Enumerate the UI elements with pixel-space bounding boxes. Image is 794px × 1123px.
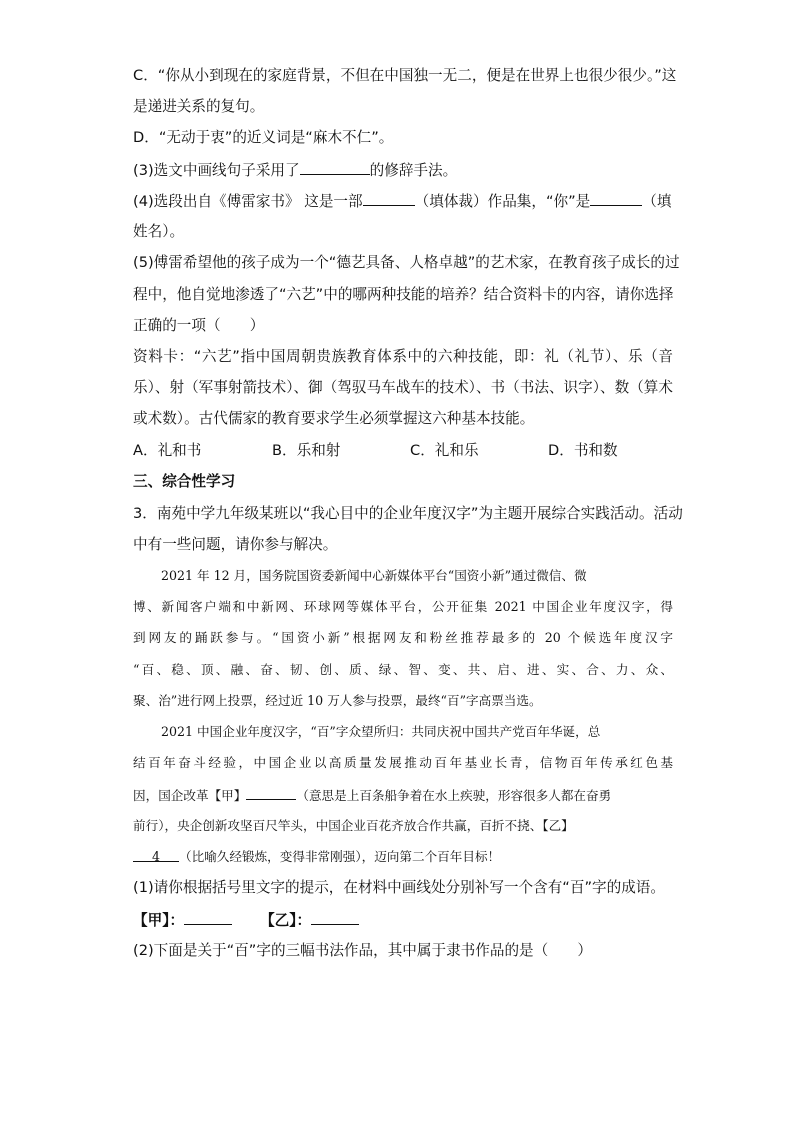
answer-blank-genre[interactable] bbox=[363, 191, 415, 206]
option-c-line-2: 是递进关系的复句。 bbox=[133, 98, 265, 115]
answer-jia-label: 【甲】： bbox=[133, 912, 185, 929]
option-c-line-1: C．“你从小到现在的家庭背景，不但在中国独一无二，便是在世界上也很少很少。”这 bbox=[133, 67, 677, 84]
material-line-2: 博、新闻客户端和中新网、环球网等媒体平台，公开征集 2021 中国企业年度汉字，得 bbox=[133, 599, 673, 614]
subquestion-4-line-1 bbox=[133, 191, 673, 212]
material-line-6: 2021 中国企业年度汉字，“百”字众望所归：共同庆祝中国共产党百年华诞，总 bbox=[161, 724, 601, 739]
subquestion-5-line-3: 正确的一项（ ） bbox=[133, 317, 265, 334]
data-card-line-2: 乐）、射（军事射箭技术）、御（驾驭马车战车的技术）、书（书法、识字）、数（算术 bbox=[133, 379, 673, 396]
material-line-10-text: （比喻久经锻炼，变得非常刚强），迈向第二个百年目标！ bbox=[179, 849, 501, 864]
choice-a[interactable]: A．礼和书 bbox=[133, 442, 202, 459]
choice-c[interactable]: C．礼和乐 bbox=[410, 442, 479, 459]
answer-blank[interactable] bbox=[300, 160, 370, 175]
subquestion-5-line-2: 程中，他自觉地渗透了“六艺”中的哪两种技能的培养？结合资料卡的内容，请你选择 bbox=[133, 286, 674, 303]
material-line-1: 2021 年 12 月，国务院国资委新闻中心新媒体平台“国资小新”通过微信、微 bbox=[161, 568, 587, 583]
material-line-5: 聚、治”进行网上投票，经过近 10 万人参与投票，最终“百”字高票当选。 bbox=[133, 693, 542, 708]
subquestion-4-text-b: （填体裁）作品集，“你”是 bbox=[414, 193, 591, 210]
subquestion-3-text-a: (3)选文中画线句子采用了 bbox=[133, 162, 300, 179]
option-d: D．“无动于衷”的近义词是“麻木不仁”。 bbox=[133, 129, 394, 146]
answer-row bbox=[133, 910, 673, 931]
question-3-subquestion-2: (2)下面是关于“百”字的三幅书法作品，其中属于隶书作品的是（ ） bbox=[133, 942, 593, 959]
subquestion-4-text-c: （填 bbox=[642, 193, 672, 210]
material-line-4: “百、稳、顶、融、奋、韧、创、质、绿、智、变、共、启、进、实、合、力、众、 bbox=[133, 662, 673, 677]
section-heading: 三、综合性学习 bbox=[133, 473, 236, 490]
subquestion-5-line-1: (5)傅雷希望他的孩子成为一个“德艺具备、人格卓越”的艺术家，在教育孩子成长的过 bbox=[133, 254, 680, 271]
answer-yi-label: 【乙】： bbox=[260, 912, 312, 929]
material-line-8 bbox=[133, 785, 673, 806]
material-line-10 bbox=[133, 847, 673, 867]
question-3-stem-line-1: 3．南苑中学九年级某班以“我心目中的企业年度汉字”为主题开展综合实践活动。活动 bbox=[133, 505, 683, 522]
material-line-8-text-b: （意思是上百条船争着在水上疾驶，形容很多人都在奋勇 bbox=[296, 788, 612, 803]
choice-b[interactable]: B．乐和射 bbox=[272, 442, 341, 459]
question-3-subquestion-1: (1)请你根据括号里文字的提示，在材料中画线处分别补写一个含有“百”字的成语。 bbox=[133, 879, 665, 896]
subquestion-3-text-b: 的修辞手法。 bbox=[369, 162, 458, 179]
answer-blank-name[interactable] bbox=[590, 191, 642, 206]
choice-d[interactable]: D．书和数 bbox=[548, 442, 618, 459]
answer-blank-jia[interactable] bbox=[246, 785, 296, 800]
answer-jia-blank[interactable] bbox=[184, 910, 232, 925]
subquestion-3 bbox=[133, 160, 673, 181]
material-line-7: 结百年奋斗经验，中国企业以高质量发展推动百年基业长青，信物百年传承红色基 bbox=[133, 755, 673, 770]
answer-yi-blank[interactable] bbox=[311, 910, 359, 925]
material-line-9: 前行），央企创新攻坚百尺竿头，中国企业百花齐放合作共赢，百折不挠、【乙】 bbox=[133, 818, 574, 833]
answer-blank-yi[interactable]: 4 bbox=[133, 847, 179, 862]
question-3-stem-line-2: 中有一些问题，请你参与解决。 bbox=[133, 536, 338, 553]
material-line-3: 到网友的踊跃参与。“国资小新”根据网友和粉丝推荐最多的 20 个候选年度汉字 bbox=[133, 630, 673, 645]
subquestion-4-text-a: (4)选段出自《傅雷家书》 这是一部 bbox=[133, 193, 363, 210]
subquestion-4-line-2: 姓名）。 bbox=[133, 223, 185, 240]
material-line-8-text-a: 因，国企改革【甲】 bbox=[133, 788, 247, 803]
data-card-line-1: 资料卡：“六艺”指中国周朝贵族教育体系中的六种技能，即：礼（礼节）、乐（音 bbox=[133, 348, 673, 365]
data-card-line-3: 或术数）。古代儒家的教育要求学生必须掌握这六种基本技能。 bbox=[133, 410, 535, 427]
